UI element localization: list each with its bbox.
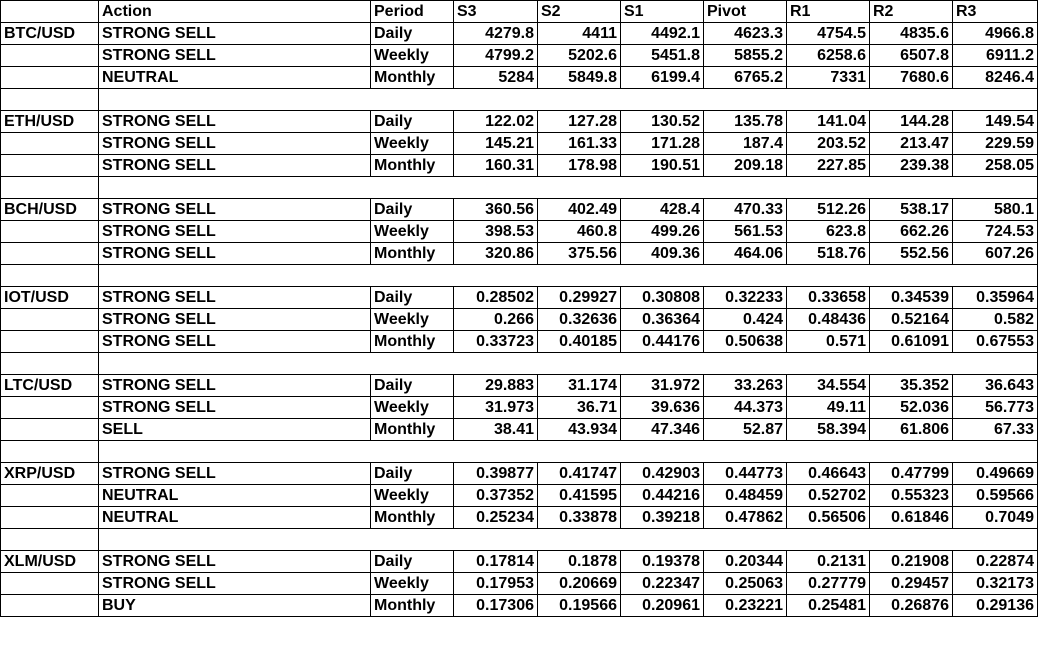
table-row <box>1 551 1038 573</box>
value-cell-s3[interactable]: 0.25234 <box>454 507 538 529</box>
value-cell-r2[interactable]: 538.17 <box>870 199 953 221</box>
table-row <box>1 199 1038 221</box>
value-cell-s1[interactable]: 0.30808 <box>621 287 704 309</box>
blank-cell[interactable] <box>1 265 99 287</box>
pair-cell[interactable]: XLM/USD <box>1 551 99 573</box>
value-cell-s3[interactable]: 4279.8 <box>454 23 538 45</box>
value-cell-pivot[interactable]: 561.53 <box>704 221 787 243</box>
action-cell[interactable]: STRONG SELL <box>99 375 371 397</box>
value-cell-s3[interactable]: 360.56 <box>454 199 538 221</box>
value-cell-s3[interactable]: 122.02 <box>454 111 538 133</box>
value-cell-s3[interactable]: 29.883 <box>454 375 538 397</box>
value-cell-r2[interactable]: 52.036 <box>870 397 953 419</box>
action-cell[interactable]: STRONG SELL <box>99 331 371 353</box>
value-cell-s3[interactable]: 0.39877 <box>454 463 538 485</box>
value-cell-r3[interactable]: 258.05 <box>953 155 1038 177</box>
value-cell-r1[interactable]: 0.2131 <box>787 551 870 573</box>
action-cell[interactable]: BUY <box>99 595 371 617</box>
value-cell-s2[interactable]: 0.29927 <box>538 287 621 309</box>
value-cell-s2[interactable]: 0.32636 <box>538 309 621 331</box>
value-cell-r3[interactable]: 6911.2 <box>953 45 1038 67</box>
value-cell-s1[interactable]: 0.20961 <box>621 595 704 617</box>
header-cell-r2[interactable]: R2 <box>870 1 953 23</box>
value-cell-s2[interactable]: 460.8 <box>538 221 621 243</box>
pair-cell[interactable]: BCH/USD <box>1 199 99 221</box>
action-cell[interactable]: STRONG SELL <box>99 573 371 595</box>
value-cell-s3[interactable]: 0.37352 <box>454 485 538 507</box>
value-cell-r2[interactable]: 144.28 <box>870 111 953 133</box>
header-cell-s2[interactable]: S2 <box>538 1 621 23</box>
blank-cell[interactable] <box>1 397 99 419</box>
blank-cell[interactable] <box>99 177 1038 199</box>
blank-cell[interactable] <box>1 221 99 243</box>
header-cell-blank[interactable] <box>1 1 99 23</box>
value-cell-pivot[interactable]: 52.87 <box>704 419 787 441</box>
value-cell-r3[interactable]: 36.643 <box>953 375 1038 397</box>
value-cell-r2[interactable]: 0.34539 <box>870 287 953 309</box>
period-cell[interactable]: Monthly <box>371 507 454 529</box>
period-cell[interactable]: Weekly <box>371 133 454 155</box>
value-cell-s2[interactable]: 402.49 <box>538 199 621 221</box>
value-cell-r2[interactable]: 61.806 <box>870 419 953 441</box>
action-cell[interactable]: STRONG SELL <box>99 155 371 177</box>
value-cell-s3[interactable]: 4799.2 <box>454 45 538 67</box>
value-cell-s3[interactable]: 31.973 <box>454 397 538 419</box>
action-cell[interactable]: STRONG SELL <box>99 309 371 331</box>
header-cell-action[interactable]: Action <box>99 1 371 23</box>
action-cell[interactable]: STRONG SELL <box>99 397 371 419</box>
value-cell-r2[interactable]: 4835.6 <box>870 23 953 45</box>
value-cell-r1[interactable]: 34.554 <box>787 375 870 397</box>
spacer-row <box>1 265 1038 287</box>
value-cell-r1[interactable]: 0.46643 <box>787 463 870 485</box>
value-cell-r1[interactable]: 518.76 <box>787 243 870 265</box>
blank-cell[interactable] <box>1 133 99 155</box>
value-cell-s3[interactable]: 0.17814 <box>454 551 538 573</box>
value-cell-s1[interactable]: 0.44216 <box>621 485 704 507</box>
value-cell-r1[interactable]: 0.571 <box>787 331 870 353</box>
pair-cell[interactable]: BTC/USD <box>1 23 99 45</box>
value-cell-pivot[interactable]: 135.78 <box>704 111 787 133</box>
value-cell-r3[interactable]: 0.59566 <box>953 485 1038 507</box>
table-row <box>1 111 1038 133</box>
value-cell-r1[interactable]: 0.27779 <box>787 573 870 595</box>
value-cell-pivot[interactable]: 187.4 <box>704 133 787 155</box>
table-row <box>1 507 1038 529</box>
blank-cell[interactable] <box>1 595 99 617</box>
blank-cell[interactable] <box>1 309 99 331</box>
value-cell-s3[interactable]: 0.28502 <box>454 287 538 309</box>
value-cell-pivot[interactable]: 6765.2 <box>704 67 787 89</box>
value-cell-r2[interactable]: 552.56 <box>870 243 953 265</box>
table-row <box>1 221 1038 243</box>
value-cell-r3[interactable]: 0.32173 <box>953 573 1038 595</box>
value-cell-pivot[interactable]: 464.06 <box>704 243 787 265</box>
value-cell-pivot[interactable]: 0.47862 <box>704 507 787 529</box>
action-cell[interactable]: STRONG SELL <box>99 463 371 485</box>
value-cell-s3[interactable]: 0.17306 <box>454 595 538 617</box>
value-cell-r3[interactable]: 0.582 <box>953 309 1038 331</box>
spacer-row <box>1 177 1038 199</box>
action-cell[interactable]: NEUTRAL <box>99 507 371 529</box>
value-cell-pivot[interactable]: 44.373 <box>704 397 787 419</box>
value-cell-pivot[interactable]: 5855.2 <box>704 45 787 67</box>
value-cell-r3[interactable]: 0.49669 <box>953 463 1038 485</box>
pair-cell[interactable]: ETH/USD <box>1 111 99 133</box>
period-cell[interactable]: Monthly <box>371 155 454 177</box>
action-cell[interactable]: SELL <box>99 419 371 441</box>
period-cell[interactable]: Monthly <box>371 331 454 353</box>
blank-cell[interactable] <box>1 155 99 177</box>
header-cell-period[interactable]: Period <box>371 1 454 23</box>
value-cell-r3[interactable]: 0.22874 <box>953 551 1038 573</box>
table-row <box>1 419 1038 441</box>
table-row <box>1 67 1038 89</box>
value-cell-s1[interactable]: 0.22347 <box>621 573 704 595</box>
value-cell-s2[interactable]: 5849.8 <box>538 67 621 89</box>
value-cell-s3[interactable]: 398.53 <box>454 221 538 243</box>
action-cell[interactable]: STRONG SELL <box>99 243 371 265</box>
value-cell-r2[interactable]: 0.55323 <box>870 485 953 507</box>
blank-cell[interactable] <box>1 177 99 199</box>
value-cell-r2[interactable]: 0.47799 <box>870 463 953 485</box>
value-cell-pivot[interactable]: 0.424 <box>704 309 787 331</box>
value-cell-s1[interactable]: 39.636 <box>621 397 704 419</box>
value-cell-s1[interactable]: 6199.4 <box>621 67 704 89</box>
value-cell-r3[interactable]: 67.33 <box>953 419 1038 441</box>
action-cell[interactable]: STRONG SELL <box>99 45 371 67</box>
table-row <box>1 45 1038 67</box>
value-cell-s1[interactable]: 0.19378 <box>621 551 704 573</box>
value-cell-s2[interactable]: 0.19566 <box>538 595 621 617</box>
period-cell[interactable]: Daily <box>371 287 454 309</box>
period-cell[interactable]: Weekly <box>371 221 454 243</box>
blank-cell[interactable] <box>99 265 1038 287</box>
value-cell-s3[interactable]: 320.86 <box>454 243 538 265</box>
period-cell[interactable]: Daily <box>371 375 454 397</box>
table-row <box>1 287 1038 309</box>
value-cell-s1[interactable]: 0.39218 <box>621 507 704 529</box>
action-cell[interactable]: STRONG SELL <box>99 133 371 155</box>
value-cell-s3[interactable]: 0.33723 <box>454 331 538 353</box>
action-cell[interactable]: NEUTRAL <box>99 485 371 507</box>
table-row <box>1 485 1038 507</box>
value-cell-s3[interactable]: 0.266 <box>454 309 538 331</box>
value-cell-s2[interactable]: 127.28 <box>538 111 621 133</box>
value-cell-r1[interactable]: 0.52702 <box>787 485 870 507</box>
blank-cell[interactable] <box>1 89 99 111</box>
table-row <box>1 309 1038 331</box>
value-cell-s1[interactable]: 31.972 <box>621 375 704 397</box>
value-cell-s1[interactable]: 0.42903 <box>621 463 704 485</box>
table-row <box>1 331 1038 353</box>
value-cell-r1[interactable]: 0.48436 <box>787 309 870 331</box>
period-cell[interactable]: Monthly <box>371 243 454 265</box>
value-cell-s3[interactable]: 38.41 <box>454 419 538 441</box>
spacer-row <box>1 89 1038 111</box>
spacer-row <box>1 353 1038 375</box>
table-body <box>1 23 1038 617</box>
value-cell-pivot[interactable]: 0.23221 <box>704 595 787 617</box>
value-cell-s2[interactable]: 161.33 <box>538 133 621 155</box>
period-cell[interactable]: Weekly <box>371 573 454 595</box>
blank-cell[interactable] <box>1 485 99 507</box>
period-cell[interactable]: Weekly <box>371 45 454 67</box>
value-cell-r2[interactable]: 0.61846 <box>870 507 953 529</box>
value-cell-r3[interactable]: 580.1 <box>953 199 1038 221</box>
period-cell[interactable]: Daily <box>371 463 454 485</box>
value-cell-s1[interactable]: 5451.8 <box>621 45 704 67</box>
value-cell-s2[interactable]: 0.20669 <box>538 573 621 595</box>
table-row <box>1 397 1038 419</box>
value-cell-s2[interactable]: 4411 <box>538 23 621 45</box>
table-row <box>1 463 1038 485</box>
table-row <box>1 155 1038 177</box>
blank-cell[interactable] <box>1 419 99 441</box>
value-cell-s2[interactable]: 178.98 <box>538 155 621 177</box>
blank-cell[interactable] <box>1 353 99 375</box>
value-cell-r2[interactable]: 6507.8 <box>870 45 953 67</box>
value-cell-s2[interactable]: 43.934 <box>538 419 621 441</box>
pair-cell[interactable]: XRP/USD <box>1 463 99 485</box>
header-cell-pivot[interactable]: Pivot <box>704 1 787 23</box>
value-cell-s2[interactable]: 0.1878 <box>538 551 621 573</box>
value-cell-s1[interactable]: 130.52 <box>621 111 704 133</box>
action-cell[interactable]: STRONG SELL <box>99 199 371 221</box>
value-cell-r3[interactable]: 4966.8 <box>953 23 1038 45</box>
value-cell-s2[interactable]: 0.41595 <box>538 485 621 507</box>
blank-cell[interactable] <box>1 67 99 89</box>
value-cell-r3[interactable]: 0.67553 <box>953 331 1038 353</box>
value-cell-r3[interactable]: 724.53 <box>953 221 1038 243</box>
blank-cell[interactable] <box>1 331 99 353</box>
header-cell-r1[interactable]: R1 <box>787 1 870 23</box>
value-cell-r2[interactable]: 662.26 <box>870 221 953 243</box>
period-cell[interactable]: Monthly <box>371 595 454 617</box>
value-cell-r1[interactable]: 4754.5 <box>787 23 870 45</box>
value-cell-r1[interactable]: 227.85 <box>787 155 870 177</box>
value-cell-pivot[interactable]: 0.44773 <box>704 463 787 485</box>
value-cell-r2[interactable]: 0.61091 <box>870 331 953 353</box>
value-cell-r3[interactable]: 0.7049 <box>953 507 1038 529</box>
value-cell-r2[interactable]: 213.47 <box>870 133 953 155</box>
blank-cell[interactable] <box>99 529 1038 551</box>
header-cell-r3[interactable]: R3 <box>953 1 1038 23</box>
value-cell-r2[interactable]: 0.52164 <box>870 309 953 331</box>
value-cell-s3[interactable]: 5284 <box>454 67 538 89</box>
value-cell-pivot[interactable]: 0.20344 <box>704 551 787 573</box>
period-cell[interactable]: Daily <box>371 551 454 573</box>
value-cell-r3[interactable]: 8246.4 <box>953 67 1038 89</box>
value-cell-r3[interactable]: 149.54 <box>953 111 1038 133</box>
value-cell-r1[interactable]: 58.394 <box>787 419 870 441</box>
table-row <box>1 23 1038 45</box>
value-cell-s1[interactable]: 428.4 <box>621 199 704 221</box>
value-cell-s1[interactable]: 0.44176 <box>621 331 704 353</box>
value-cell-r1[interactable]: 141.04 <box>787 111 870 133</box>
period-cell[interactable]: Monthly <box>371 419 454 441</box>
value-cell-s3[interactable]: 145.21 <box>454 133 538 155</box>
value-cell-pivot[interactable]: 0.50638 <box>704 331 787 353</box>
value-cell-s1[interactable]: 409.36 <box>621 243 704 265</box>
value-cell-r1[interactable]: 623.8 <box>787 221 870 243</box>
value-cell-pivot[interactable]: 470.33 <box>704 199 787 221</box>
value-cell-s2[interactable]: 31.174 <box>538 375 621 397</box>
value-cell-r2[interactable]: 7680.6 <box>870 67 953 89</box>
value-cell-r1[interactable]: 203.52 <box>787 133 870 155</box>
value-cell-r1[interactable]: 0.33658 <box>787 287 870 309</box>
table-row <box>1 133 1038 155</box>
value-cell-s2[interactable]: 5202.6 <box>538 45 621 67</box>
value-cell-r2[interactable]: 0.26876 <box>870 595 953 617</box>
value-cell-s1[interactable]: 4492.1 <box>621 23 704 45</box>
blank-cell[interactable] <box>1 529 99 551</box>
period-cell[interactable]: Monthly <box>371 67 454 89</box>
period-cell[interactable]: Daily <box>371 23 454 45</box>
action-cell[interactable]: NEUTRAL <box>99 67 371 89</box>
value-cell-s3[interactable]: 160.31 <box>454 155 538 177</box>
period-cell[interactable]: Weekly <box>371 485 454 507</box>
table-row <box>1 573 1038 595</box>
header-cell-s1[interactable]: S1 <box>621 1 704 23</box>
blank-cell[interactable] <box>1 507 99 529</box>
action-cell[interactable]: STRONG SELL <box>99 287 371 309</box>
action-cell[interactable]: STRONG SELL <box>99 111 371 133</box>
table-row <box>1 243 1038 265</box>
value-cell-pivot[interactable]: 0.32233 <box>704 287 787 309</box>
value-cell-s1[interactable]: 0.36364 <box>621 309 704 331</box>
value-cell-r3[interactable]: 56.773 <box>953 397 1038 419</box>
period-cell[interactable]: Daily <box>371 111 454 133</box>
table-row <box>1 375 1038 397</box>
value-cell-pivot[interactable]: 209.18 <box>704 155 787 177</box>
value-cell-s1[interactable]: 190.51 <box>621 155 704 177</box>
value-cell-s2[interactable]: 0.40185 <box>538 331 621 353</box>
header-cell-s3[interactable]: S3 <box>454 1 538 23</box>
value-cell-pivot[interactable]: 0.25063 <box>704 573 787 595</box>
value-cell-r1[interactable]: 6258.6 <box>787 45 870 67</box>
value-cell-r1[interactable]: 49.11 <box>787 397 870 419</box>
value-cell-s1[interactable]: 171.28 <box>621 133 704 155</box>
value-cell-s2[interactable]: 0.41747 <box>538 463 621 485</box>
value-cell-pivot[interactable]: 33.263 <box>704 375 787 397</box>
value-cell-r2[interactable]: 239.38 <box>870 155 953 177</box>
value-cell-r2[interactable]: 35.352 <box>870 375 953 397</box>
value-cell-pivot[interactable]: 4623.3 <box>704 23 787 45</box>
period-cell[interactable]: Weekly <box>371 309 454 331</box>
table-row <box>1 595 1038 617</box>
blank-cell[interactable] <box>1 573 99 595</box>
value-cell-s1[interactable]: 47.346 <box>621 419 704 441</box>
blank-cell[interactable] <box>99 89 1038 111</box>
blank-cell[interactable] <box>1 45 99 67</box>
value-cell-s2[interactable]: 36.71 <box>538 397 621 419</box>
action-cell[interactable]: STRONG SELL <box>99 551 371 573</box>
action-cell[interactable]: STRONG SELL <box>99 221 371 243</box>
blank-cell[interactable] <box>99 441 1038 463</box>
value-cell-r1[interactable]: 0.25481 <box>787 595 870 617</box>
blank-cell[interactable] <box>99 353 1038 375</box>
value-cell-r3[interactable]: 229.59 <box>953 133 1038 155</box>
value-cell-r3[interactable]: 0.29136 <box>953 595 1038 617</box>
spacer-row <box>1 441 1038 463</box>
blank-cell[interactable] <box>1 441 99 463</box>
pair-cell[interactable]: LTC/USD <box>1 375 99 397</box>
value-cell-r3[interactable]: 0.35964 <box>953 287 1038 309</box>
blank-cell[interactable] <box>1 243 99 265</box>
value-cell-r2[interactable]: 0.29457 <box>870 573 953 595</box>
period-cell[interactable]: Weekly <box>371 397 454 419</box>
value-cell-pivot[interactable]: 0.48459 <box>704 485 787 507</box>
period-cell[interactable]: Daily <box>371 199 454 221</box>
value-cell-s1[interactable]: 499.26 <box>621 221 704 243</box>
value-cell-r1[interactable]: 0.56506 <box>787 507 870 529</box>
value-cell-r2[interactable]: 0.21908 <box>870 551 953 573</box>
action-cell[interactable]: STRONG SELL <box>99 23 371 45</box>
header-row <box>1 1 1038 23</box>
value-cell-r3[interactable]: 607.26 <box>953 243 1038 265</box>
value-cell-s3[interactable]: 0.17953 <box>454 573 538 595</box>
value-cell-r1[interactable]: 512.26 <box>787 199 870 221</box>
spacer-row <box>1 529 1038 551</box>
pair-cell[interactable]: IOT/USD <box>1 287 99 309</box>
value-cell-r1[interactable]: 7331 <box>787 67 870 89</box>
value-cell-s2[interactable]: 375.56 <box>538 243 621 265</box>
value-cell-s2[interactable]: 0.33878 <box>538 507 621 529</box>
